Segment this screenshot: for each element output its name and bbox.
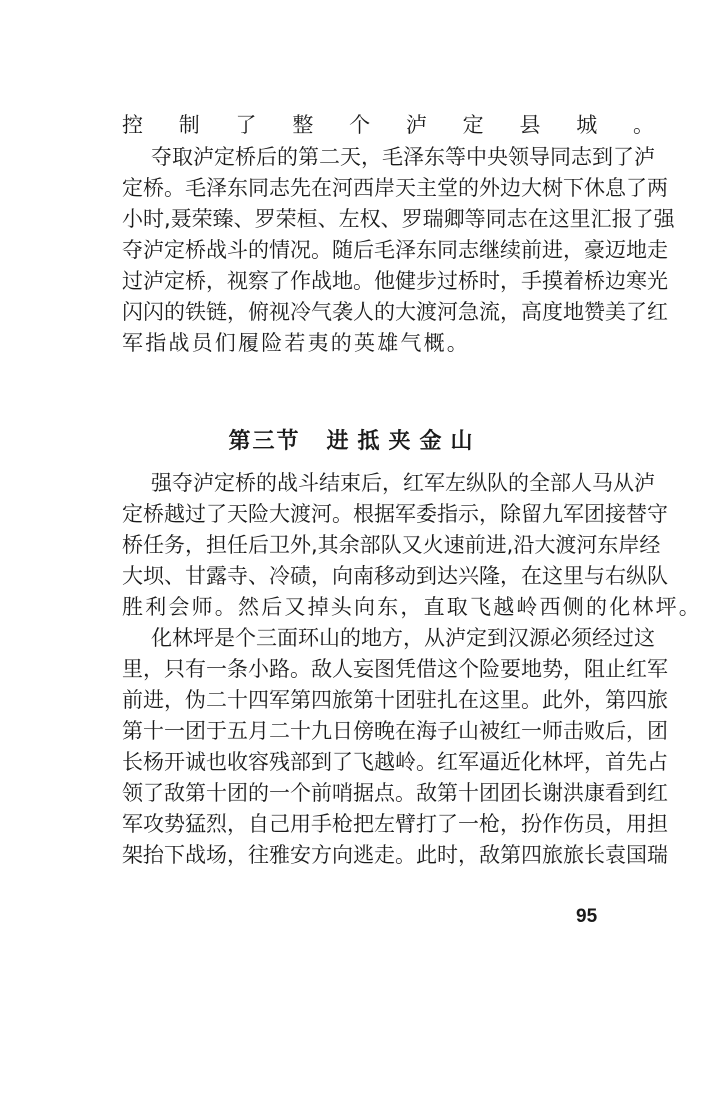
section-number: 第三节 <box>228 429 301 454</box>
paragraph-2-line-2: 定桥。毛泽东同志先在河西岸天主堂的外边大树下休息了两 <box>122 176 668 200</box>
paragraph-4-line-1: 化林坪是个三面环山的地方，从泸定到汉源必须经过这 <box>151 626 655 650</box>
paragraph-4-line-7: 军攻势猛烈，自己用手枪把左臂打了一枪，扮作伤员，用担 <box>122 812 668 836</box>
paragraph-1-line-1: 控制了整个泸定县城。 <box>122 113 654 137</box>
paragraph-2-line-7: 军指战员们履险若夷的英雄气概。 <box>122 331 470 355</box>
paragraph-2-line-1: 夺取泸定桥后的第二天，毛泽东等中央领导同志到了泸 <box>151 145 655 169</box>
paragraph-3-line-4: 大坝、甘露寺、冷碛，向南移动到达兴隆，在这里与右纵队 <box>122 564 668 588</box>
paragraph-4-line-5: 长杨开诚也收容残部到了飞越岭。红军逼近化林坪，首先占 <box>122 750 668 774</box>
paragraph-4-line-6: 领了敌第十团的一个前哨据点。敌第十团团长谢洪康看到红 <box>122 781 668 805</box>
paragraph-4-line-8: 架抬下战场，往雅安方向逃走。此时，敌第四旅旅长袁国瑞 <box>122 843 668 867</box>
paragraph-3-line-2: 定桥越过了天险大渡河。根据军委指示，除留九军团接替守 <box>122 502 668 526</box>
page-number: 95 <box>576 906 598 927</box>
paragraph-2-line-5: 过泸定桥，视察了作战地。他健步过桥时，手摸着桥边寒光 <box>122 269 668 293</box>
paragraph-2-line-6: 闪闪的铁链，俯视冷气袭人的大渡河急流，高度地赞美了红 <box>122 300 668 324</box>
paragraph-4-line-2: 里，只有一条小路。敌人妄图凭借这个险要地势，阻止红军 <box>122 657 668 681</box>
paragraph-3-line-5: 胜利会师。然后又掉头向东，直取飞越岭西侧的化林坪。 <box>122 595 702 619</box>
section-heading <box>0 424 710 455</box>
paragraph-4-line-3: 前进，伪二十四军第四旅第十团驻扎在这里。此外，第四旅 <box>122 688 668 712</box>
section-title: 进抵夹金山 <box>326 429 482 454</box>
paragraph-2-line-4: 夺泸定桥战斗的情况。随后毛泽东同志继续前进，豪迈地走 <box>122 238 668 262</box>
paragraph-4-line-4: 第十一团于五月二十九日傍晚在海子山被红一师击败后，团 <box>122 719 668 743</box>
paragraph-3-line-3: 桥任务，担任后卫外,其余部队又火速前进,沿大渡河东岸经 <box>122 533 661 557</box>
paragraph-3-line-1: 强夺泸定桥的战斗结束后，红军左纵队的全部人马从泸 <box>151 471 655 495</box>
paragraph-2-line-3: 小时,聂荣臻、罗荣桓、左权、罗瑞卿等同志在这里汇报了强 <box>122 207 675 231</box>
